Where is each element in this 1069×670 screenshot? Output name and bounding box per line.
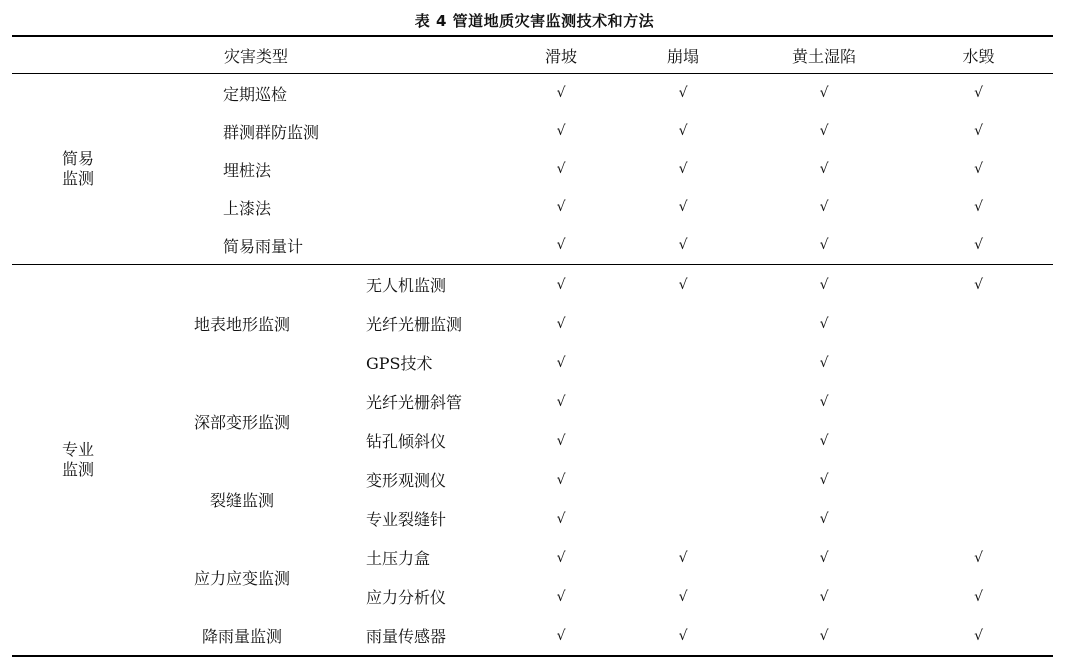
method-name: 雨量传感器 [340, 616, 500, 656]
header-row [12, 36, 1053, 74]
simple-monitoring-label [12, 74, 144, 265]
check-mark: √ [678, 588, 688, 605]
check-mark: √ [819, 354, 829, 371]
check-mark: √ [678, 199, 688, 215]
table-row [12, 112, 1053, 150]
table-row [12, 150, 1053, 188]
table-row [12, 188, 1053, 226]
method-name: GPS技术 [366, 354, 433, 373]
check-mark: √ [556, 199, 566, 215]
method-name: 光纤光栅斜管 [366, 393, 463, 412]
professional-monitoring-label-text [62, 440, 94, 480]
check-mark: √ [819, 471, 829, 488]
check-mark: √ [556, 161, 566, 177]
table-row [12, 74, 1053, 113]
check-mark: √ [556, 510, 566, 527]
group-name: 地表地形监测 [144, 265, 340, 383]
check-mark [622, 382, 744, 421]
check-mark: √ [974, 123, 983, 139]
check-mark [904, 499, 1053, 538]
group-name: 降雨量监测 [144, 616, 340, 656]
hazard-monitoring-table [12, 35, 1053, 657]
method-name: 专业裂缝针 [366, 510, 447, 529]
simple-monitoring-label-line-1: 简易 [61, 149, 94, 168]
check-mark: √ [974, 549, 983, 566]
group-name: 裂缝监测 [209, 490, 274, 510]
check-mark: √ [819, 588, 829, 605]
check-mark: √ [500, 265, 622, 305]
method-name: 无人机监测 [340, 265, 500, 305]
check-mark: √ [974, 588, 983, 605]
check-mark: √ [819, 199, 829, 215]
check-mark [904, 343, 1053, 382]
method-name: 群测群防监测 [223, 122, 320, 142]
table-row [12, 382, 1053, 421]
header-category: 灾害类型 [12, 36, 500, 74]
check-mark: √ [556, 471, 566, 488]
group-name: 深部变形监测 [193, 412, 290, 432]
table-row [12, 538, 1053, 577]
check-mark: √ [500, 616, 622, 656]
check-mark: √ [556, 85, 566, 101]
method-name: 变形观测仪 [366, 471, 447, 490]
check-mark: √ [819, 161, 829, 177]
table-caption: 表 4 管道地质灾害监测技术和方法 [414, 12, 655, 30]
check-mark [622, 304, 744, 343]
professional-monitoring-label-line-2: 监测 [61, 460, 94, 479]
method-name: 埋桩法 [223, 160, 272, 180]
check-mark: √ [744, 265, 904, 305]
method-name: 钻孔倾斜仪 [366, 432, 447, 451]
check-mark: √ [678, 161, 688, 177]
check-mark: √ [744, 616, 904, 656]
check-mark: √ [622, 616, 744, 656]
check-mark [904, 421, 1053, 460]
simple-monitoring-label-text [62, 149, 94, 189]
check-mark: √ [974, 237, 983, 253]
table-row [12, 265, 1053, 305]
check-mark: √ [622, 265, 744, 305]
check-mark: √ [974, 85, 983, 101]
method-name: 上漆法 [223, 198, 272, 218]
check-mark: √ [556, 315, 566, 332]
check-mark: √ [678, 85, 688, 101]
table-row [12, 226, 1053, 265]
check-mark: √ [819, 393, 829, 410]
check-mark [622, 343, 744, 382]
check-mark: √ [556, 393, 566, 410]
table-body [12, 36, 1053, 656]
method-name: 定期巡检 [223, 84, 288, 104]
professional-monitoring-label-line-1: 专业 [61, 440, 94, 459]
check-mark: √ [556, 123, 566, 139]
method-name: 光纤光栅监测 [366, 315, 463, 334]
check-mark: √ [556, 237, 566, 253]
check-mark: √ [974, 199, 983, 215]
method-name: 土压力盒 [366, 549, 431, 568]
check-mark: √ [904, 616, 1053, 656]
check-mark: √ [819, 315, 829, 332]
check-mark [622, 421, 744, 460]
check-mark: √ [819, 432, 829, 449]
method-name: 简易雨量计 [223, 236, 304, 256]
check-mark: √ [819, 510, 829, 527]
method-name: 应力分析仪 [366, 588, 447, 607]
table-row [12, 460, 1053, 499]
table-row [12, 616, 1053, 656]
check-mark [904, 382, 1053, 421]
check-mark: √ [678, 123, 688, 139]
check-mark: √ [819, 549, 829, 566]
check-mark: √ [819, 85, 829, 101]
check-mark [622, 460, 744, 499]
check-mark: √ [556, 354, 566, 371]
check-mark: √ [974, 161, 983, 177]
header-col-landslide: 滑坡 [500, 36, 622, 74]
header-col-collapse: 崩塌 [622, 36, 744, 74]
check-mark [904, 460, 1053, 499]
header-col-loess: 黄土湿陷 [744, 36, 904, 74]
check-mark: √ [819, 123, 829, 139]
header-col-flood: 水毁 [904, 36, 1053, 74]
check-mark: √ [904, 265, 1053, 305]
check-mark: √ [819, 237, 829, 253]
group-name: 应力应变监测 [193, 568, 290, 588]
check-mark: √ [678, 237, 688, 253]
check-mark [622, 499, 744, 538]
check-mark: √ [556, 588, 566, 605]
check-mark: √ [556, 432, 566, 449]
check-mark: √ [678, 549, 688, 566]
check-mark: √ [556, 549, 566, 566]
professional-monitoring-label [12, 265, 144, 657]
check-mark [904, 304, 1053, 343]
simple-monitoring-label-line-2: 监测 [61, 169, 94, 188]
